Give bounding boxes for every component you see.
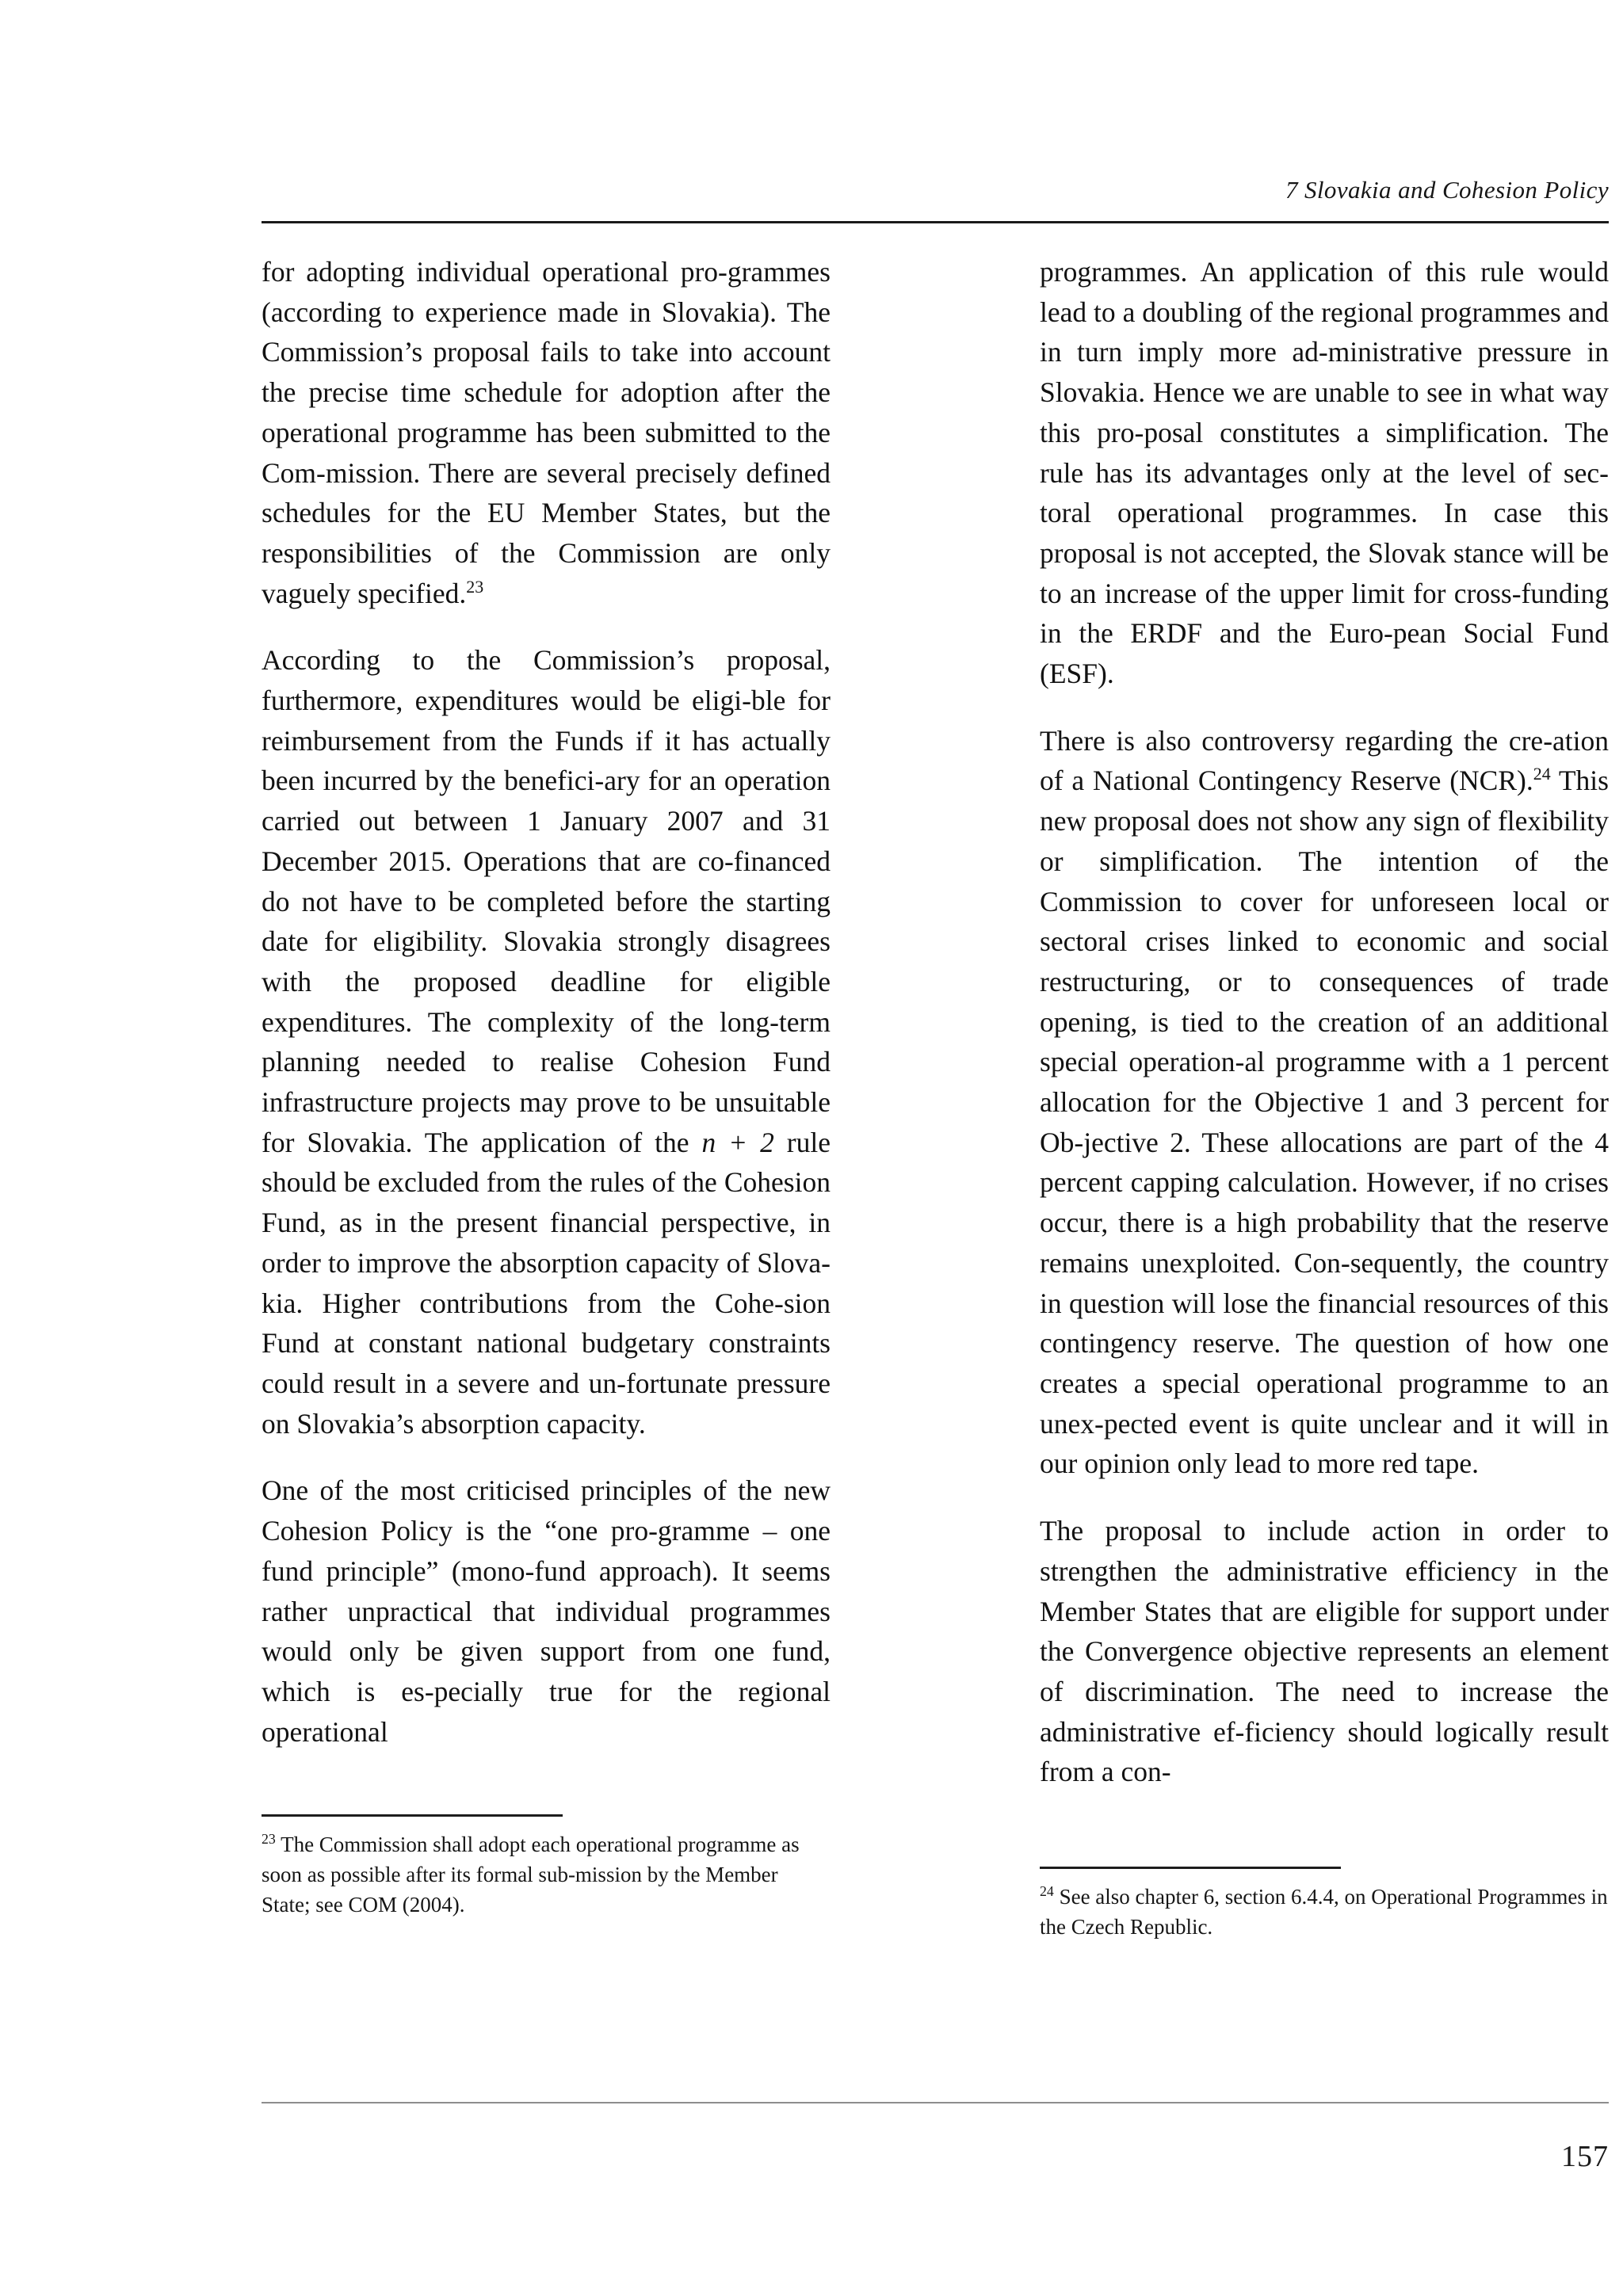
footnote-23 <box>262 1829 831 1920</box>
paragraph-text: There is also controversy regarding the cre-ation of a National Contingency Reserve (NCR). <box>1040 724 1609 797</box>
paragraph <box>262 252 831 613</box>
left-column-text <box>262 252 831 1752</box>
paragraph <box>262 1470 831 1752</box>
footnote-reference-24[interactable]: 24 <box>1533 764 1551 784</box>
left-footnote-block <box>262 1814 831 1920</box>
paragraph-text: One of the most criticised principles of the new Cohesion Policy is the “one pro-gramme – one fund principle” (mono-fund approach). It seems rather unpractical that individual programmes would only be given support from one fund, which is es-pecially true for the regional operational <box>262 1474 831 1748</box>
footer-rule <box>262 2102 1609 2103</box>
right-footnote-block <box>1040 1867 1609 1942</box>
paragraph-text: The proposal to include action in order to strengthen the administrative efficiency in the Member States that are eligible for support under the Convergence objective represents an element of discrimination. The need to increase the administrative ef-ficiency should logically result from a con- <box>1040 1515 1609 1788</box>
paragraph <box>262 640 831 1444</box>
paragraph <box>1040 721 1609 1484</box>
right-column-text <box>1040 252 1609 1792</box>
paragraph-text-continued: This new proposal does not show any sign of flexibility or simplification. The intention of the Commission to cover for unforeseen local or sectoral crises linked to economic and social restructuring, or to consequences of trade opening, is tied to the creation of an additional special operation-al programme with a 1 percent allocation for the Objective 1 and 3 percent for Ob-jective 2. These allocations are part of the 4 percent capping calculation. However, if no crises occur, there is a high probability that the reserve remains unexploited. Con-sequently, the country in question will lose the financial resources of this contingency reserve. The question of how one creates a special operational programme to an unex-pected event is quite unclear and it will in our opinion only lead to more red tape. <box>1040 765 1609 1480</box>
paragraph <box>1040 1511 1609 1792</box>
footnote-body: The Commission shall adopt each operational programme as soon as possible after its formal sub-mission by the Member State; see COM (2004). <box>262 1833 800 1917</box>
footnote-reference-23[interactable]: 23 <box>466 576 484 597</box>
footnote-body: See also chapter 6, section 6.4.4, on Operational Programmes in the Czech Republic. <box>1040 1885 1608 1939</box>
footnote-separator-rule <box>1040 1867 1341 1869</box>
left-column <box>262 252 831 1917</box>
page-number: 157 <box>1561 2140 1609 2173</box>
paragraph-text-continued: rule should be excluded from the rules of the Cohesion Fund, as in the present financial perspective, in order to improve the absorption capacity of Slova-kia. Higher contributions from the Cohe-sion Fund at constant national budgetary constraints could result in a severe and un-fortunate pressure on Slovakia’s absorption capacity. <box>262 1126 831 1440</box>
footnote-24 <box>1040 1882 1609 1942</box>
paragraph-text: programmes. An application of this rule would lead to a doubling of the regional programmes and in turn imply more ad-ministrative pressure in Slovakia. Hence we are unable to see in what way this pro-posal constitutes a simplification. The rule has its advantages only at the level of sec-toral operational programmes. In case this proposal is not accepted, the Slovak stance will be to an increase of the upper limit for cross-funding in the ERDF and the Euro-pean Social Fund (ESF). <box>1040 256 1609 690</box>
footnote-separator-rule <box>262 1814 563 1817</box>
header-rule <box>262 221 1609 223</box>
paragraph-text: for adopting individual operational pro-grammes (according to experience made in Slovakia). The Commission’s proposal fails to take into account the precise time schedule for adoption after the operational programme has been submitted to the Com-mission. There are several precisely defined schedules for the EU Member States, but the responsibilities of the Commission are only vaguely specified. <box>262 256 831 609</box>
paragraph <box>1040 252 1609 694</box>
paragraph-text: According to the Commission’s proposal, furthermore, expenditures would be eligi-ble for reimbursement from the Funds if it has actually been incurred by the benefici-ary for an operation carried out between 1 January 2007 and 31 December 2015. Operations that are co-financed do not have to be completed before the starting date for eligibility. Slovakia strongly disagrees with the proposed deadline for eligible expenditures. The complexity of the long-term planning needed to realise Cohesion Fund infrastructure projects may prove to be unsuitable for Slovakia. The application of the <box>262 644 831 1158</box>
running-head: 7 Slovakia and Cohesion Policy <box>1285 176 1609 204</box>
two-column-body <box>262 252 1609 1939</box>
right-column <box>1040 252 1609 1939</box>
inline-math-n-plus-2: n + 2 <box>701 1126 774 1158</box>
footnote-number-23: 23 <box>262 1831 276 1847</box>
footnote-number-24: 24 <box>1040 1883 1054 1899</box>
